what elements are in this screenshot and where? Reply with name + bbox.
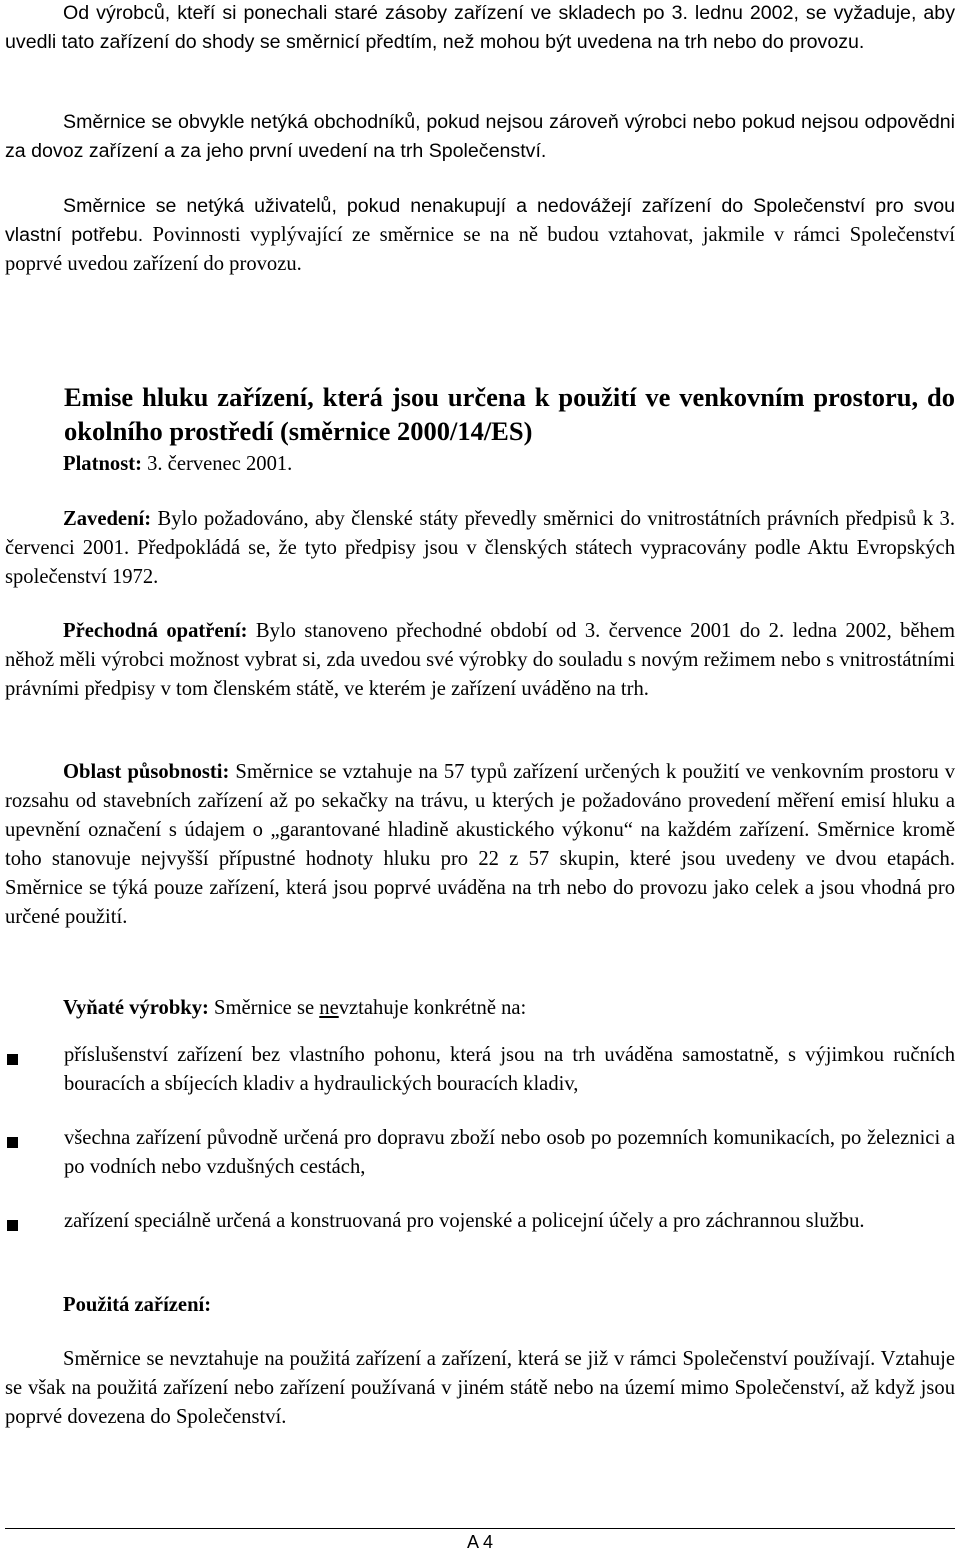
used-equipment-heading <box>5 1291 955 1320</box>
square-bullet-icon <box>7 1054 18 1065</box>
validity-value: 3. červenec 2001. <box>141 453 293 475</box>
paragraph-text: Směrnice se obvykle netýká obchodníků, pokud nejsou zároveň výrobci nebo pokud nejsou odpovědni za dovoz zařízení a za jeho první uvedení na trh Společenství. <box>5 111 955 162</box>
paragraph-users <box>5 192 955 279</box>
introduction-text: Bylo požadováno, aby členské státy převedly směrnici do vnitrostátních právních předpisů k 3. červenci 2001. Předpokládá se, že tyto předpisy jsou v členských státech vypracovány podle Aktu Evropských společenství 1972. <box>5 508 955 588</box>
paragraph-text-serif: Povinnosti vyplývající ze směrnice se na ně budou vztahovat, jakmile v rámci Společenství poprvé uvedou zařízení do provozu. <box>5 224 955 275</box>
scope-paragraph <box>5 758 955 932</box>
transitional-label: Přechodná opatření: <box>63 620 248 642</box>
footer-divider <box>5 1528 955 1529</box>
excluded-products-line <box>5 994 955 1023</box>
transitional-paragraph <box>5 617 955 704</box>
paragraph-traders <box>5 108 955 166</box>
introduction-paragraph <box>5 505 955 592</box>
square-bullet-icon <box>7 1220 18 1231</box>
validity-label: Platnost: <box>63 453 142 475</box>
paragraph-text-sans: Směrnice se netýká uživatelů, pokud nenakupují a nedovážejí zařízení do Společenství pro svou vlastní potřebu. <box>5 195 955 246</box>
scope-text: Směrnice se vztahuje na 57 typů zařízení určených k použití ve venkovním prostoru v rozsahu od stavebních zařízení až po sekačky na trávu, u kterých je požadováno provedení měření emisí hluku a upevnění označení s údajem o „garantované hladině akustického výkonu“ na každém zařízení. Směrnice kromě toho stanovuje nejvyšší přípustné hodnoty hluku pro 22 z 57 skupin, které jsou uvedeny ve dvou etapách. Směrnice se týká pouze zařízení, která jsou poprvé uváděna na trh nebo do provozu jako celek a jsou vhodná pro určené použití. <box>5 761 955 928</box>
excluded-label: Vyňaté výrobky: <box>63 997 209 1019</box>
page-number: A 4 <box>466 1532 494 1552</box>
used-equipment-label: Použitá zařízení: <box>63 1294 212 1316</box>
excluded-text-pre: Směrnice se <box>208 997 320 1019</box>
list-item-text: příslušenství zařízení bez vlastního pohonu, která jsou na trh uváděna samostatně, s výjimkou ručních bouracích a sbíjecích kladiv a hydraulických bouracích kladiv, <box>64 1044 955 1095</box>
paragraph-intro-producers <box>5 0 955 57</box>
square-bullet-icon <box>7 1137 18 1148</box>
paragraph-text: Od výrobců, kteří si ponechali staré zásoby zařízení ve skladech po 3. lednu 2002, se vyžaduje, aby uvedli tato zařízení do shody se směrnicí předtím, než mohou být uvedena na trh nebo do provozu. <box>5 2 955 53</box>
excluded-text-post: vztahuje konkrétně na: <box>338 997 527 1019</box>
transitional-text: Bylo stanoveno přechodné období od 3. července 2001 do 2. ledna 2002, během něhož měli výrobci možnost vybrat si, zda uvedou své výrobky do souladu s novým režimem nebo s vnitrostátními právními předpisy v tom členském státě, ve kterém je zařízení uváděno na trh. <box>5 620 956 700</box>
scope-label: Oblast působnosti: <box>63 761 230 783</box>
used-equipment-text: Směrnice se nevztahuje na použitá zařízení a zařízení, která se již v rámci Společenství používají. Vztahuje se však na použitá zařízení nebo zařízení používaná v jiném státě nebo na území mimo Společenství, až když jsou poprvé dovezena do Společenství. <box>5 1348 955 1428</box>
list-item-text: všechna zařízení původně určená pro dopravu zboží nebo osob po pozemních komunikacích, po železnici a po vodních nebo vzdušných cestách, <box>64 1127 955 1178</box>
list-item-text: zařízení speciálně určená a konstruovaná pro vojenské a policejní účely a pro záchrannou službu. <box>64 1210 865 1232</box>
used-equipment-paragraph <box>5 1345 955 1432</box>
excluded-text-underlined: ne <box>319 997 339 1019</box>
introduction-label: Zavedení: <box>63 508 152 530</box>
validity-line <box>5 450 955 479</box>
section-heading: Emise hluku zařízení, která jsou určena k použití ve venkovním prostoru, do okolního prostředí (směrnice 2000/14/ES) <box>64 381 955 446</box>
